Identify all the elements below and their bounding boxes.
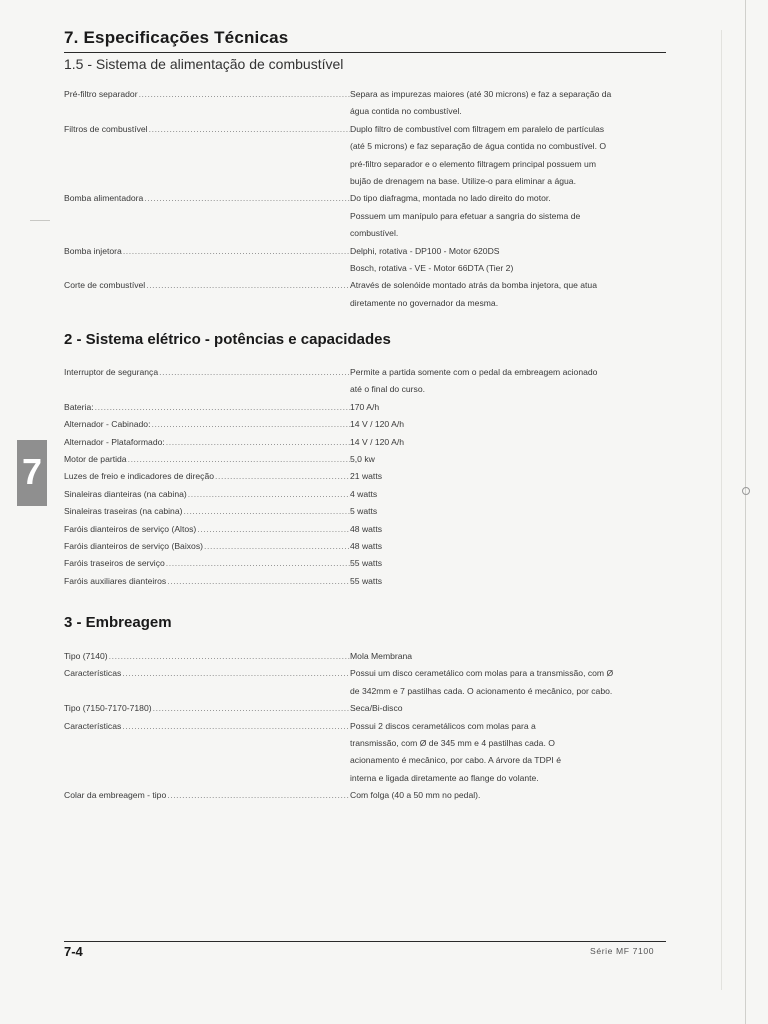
- scan-mark: [30, 220, 50, 221]
- dot-leader: [144, 190, 350, 242]
- spec-term: Bateria:: [64, 401, 94, 412]
- page-edge-shadow: [721, 30, 722, 990]
- spec-value-line: (até 5 microns) e faz separação de água contida no combustível. O: [350, 141, 607, 152]
- spec-value: [350, 243, 668, 278]
- spec-value: [350, 399, 668, 416]
- spec-value: [350, 451, 668, 468]
- spec-term: Sinaleiras dianteiras (na cabina): [64, 488, 187, 499]
- spec-term-cell: [64, 451, 350, 468]
- spec-value-line: 55 watts: [350, 575, 383, 586]
- spec-term: Sinaleiras traseiras (na cabina): [64, 506, 183, 517]
- spec-value: [350, 555, 668, 572]
- spec-term-cell: [64, 416, 350, 433]
- spec-value-line: Do tipo diafragma, montada no lado direito do motor.: [350, 193, 551, 204]
- spec-value-line: Seca/Bi-disco: [350, 703, 403, 714]
- spec-row: [64, 243, 668, 278]
- spec-value-line: Possui 2 discos cerametálicos com molas para a: [350, 720, 536, 731]
- spec-value-line: transmissão, com Ø de 345 mm e 4 pastilhas cada. O: [350, 738, 555, 749]
- spec-value: [350, 86, 668, 121]
- spec-value-line: 5 watts: [350, 506, 378, 517]
- chapter-tab: [17, 440, 47, 506]
- spec-term-cell: [64, 277, 350, 312]
- dot-leader: [95, 399, 350, 416]
- spec-value: [350, 364, 668, 399]
- spec-row: [64, 787, 668, 804]
- spec-row: [64, 468, 668, 485]
- spec-value-line: 14 V / 120 A/h: [350, 436, 404, 447]
- dot-leader: [167, 573, 350, 590]
- dot-leader: [197, 521, 350, 538]
- spec-row: [64, 573, 668, 590]
- spec-value-line: 55 watts: [350, 558, 383, 569]
- spec-term-cell: [64, 573, 350, 590]
- binder-hole-icon: [742, 487, 750, 495]
- spec-term-cell: [64, 665, 350, 700]
- spec-value-line: combustível.: [350, 228, 399, 239]
- spec-term-cell: [64, 521, 350, 538]
- spec-value-line: Mola Membrana: [350, 651, 413, 661]
- spec-term: Faróis dianteiros de serviço (Baixos): [64, 541, 203, 552]
- dot-leader: [123, 243, 350, 278]
- dot-leader: [153, 700, 350, 717]
- spec-term: Interruptor de segurança: [64, 367, 159, 377]
- electrical-section-heading: 2 - Sistema elétrico - potências e capacidades: [64, 331, 391, 348]
- spec-value: [350, 573, 668, 590]
- spec-row: [64, 486, 668, 503]
- spec-term-cell: [64, 503, 350, 520]
- spec-term: Tipo (7150-7170-7180): [64, 703, 152, 714]
- spec-row: [64, 434, 668, 451]
- spec-term: Motor de partida: [64, 454, 127, 465]
- spec-value-line: Possuem um manípulo para efetuar a sangria do sistema de: [350, 210, 581, 221]
- spec-term: Bomba injetora: [64, 245, 122, 256]
- dot-leader: [149, 121, 350, 191]
- spec-value: [350, 468, 668, 485]
- spec-value-line: 48 watts: [350, 541, 383, 552]
- spec-term: Características: [64, 668, 122, 679]
- dot-leader: [109, 648, 350, 665]
- dot-leader: [151, 416, 350, 433]
- spec-row: [64, 121, 668, 191]
- spec-row: [64, 503, 668, 520]
- spec-term: Alternador - Cabinado:: [64, 419, 151, 430]
- clutch-spec-list: [64, 648, 668, 805]
- chapter-tab-number: 7: [21, 451, 43, 492]
- spec-value-line: 4 watts: [350, 488, 378, 499]
- dot-leader: [146, 277, 350, 312]
- spec-value-line: Delphi, rotativa - DP100 - Motor 620DS: [350, 245, 500, 256]
- spec-value: [350, 665, 668, 700]
- spec-row: [64, 521, 668, 538]
- section-subtitle: 1.5 - Sistema de alimentação de combustível: [64, 56, 344, 72]
- spec-value-line: Duplo filtro de combustível com filtragem em paralelo de partículas: [350, 123, 605, 134]
- spec-value: [350, 538, 668, 555]
- dot-leader: [166, 555, 350, 572]
- dot-leader: [159, 364, 350, 399]
- spec-term: Faróis traseiros de serviço: [64, 558, 165, 569]
- spec-term: Faróis dianteiros de serviço (Altos): [64, 523, 197, 534]
- spec-term-cell: [64, 243, 350, 278]
- spec-term: Características: [64, 720, 122, 731]
- spec-term-cell: [64, 190, 350, 242]
- spec-term-cell: [64, 121, 350, 191]
- spec-value: [350, 648, 668, 665]
- spec-term-cell: [64, 434, 350, 451]
- spec-term-cell: [64, 468, 350, 485]
- dot-leader: [128, 451, 350, 468]
- spec-term-cell: [64, 555, 350, 572]
- spec-value: [350, 416, 668, 433]
- spec-value-line: 5,0 kw: [350, 454, 375, 465]
- spec-term: Corte de combustível: [64, 280, 146, 291]
- spec-value-line: 21 watts: [350, 471, 383, 482]
- spec-row: [64, 190, 668, 242]
- spec-value: [350, 190, 668, 242]
- spec-term: Luzes de freio e indicadores de direção: [64, 471, 215, 482]
- spec-row: [64, 277, 668, 312]
- spec-term-cell: [64, 364, 350, 399]
- page-number: 7-4: [64, 944, 83, 959]
- spec-value: [350, 277, 668, 312]
- spec-value-line: interna e ligada diretamente ao flange do volante.: [350, 772, 539, 783]
- spec-value-line: de 342mm e 7 pastilhas cada. O acionamento é mecânico, por cabo.: [350, 685, 613, 696]
- spec-term-cell: [64, 538, 350, 555]
- spec-row: [64, 665, 668, 700]
- spec-value-line: 170 A/h: [350, 401, 380, 412]
- spec-row: [64, 555, 668, 572]
- spec-term-cell: [64, 399, 350, 416]
- spec-value: [350, 700, 668, 717]
- spec-term-cell: [64, 486, 350, 503]
- dot-leader: [204, 538, 350, 555]
- page-edge: [745, 0, 746, 1024]
- title-rule: [64, 52, 666, 53]
- spec-term: Filtros de combustível: [64, 123, 148, 134]
- spec-value: [350, 434, 668, 451]
- spec-value-line: pré-filtro separador e o elemento filtragem principal possuem um: [350, 158, 596, 169]
- spec-row: [64, 538, 668, 555]
- spec-value-line: bujão de drenagem na base. Utilize-o para eliminar a água.: [350, 176, 576, 187]
- spec-value-line: Permite a partida somente com o pedal da embreagem acionado: [350, 367, 598, 377]
- spec-value: [350, 503, 668, 520]
- spec-value-line: Bosch, rotativa - VE - Motor 66DTA (Tier 2): [350, 263, 514, 274]
- fuel-system-spec-list: [64, 86, 668, 312]
- spec-row: [64, 86, 668, 121]
- spec-term: Bomba alimentadora: [64, 193, 144, 204]
- spec-value-line: 14 V / 120 A/h: [350, 419, 404, 430]
- spec-row: [64, 399, 668, 416]
- dot-leader: [122, 665, 350, 700]
- spec-term: Pré-filtro separador: [64, 89, 138, 99]
- spec-term-cell: [64, 86, 350, 121]
- spec-row: [64, 416, 668, 433]
- spec-term: Colar da embreagem - tipo: [64, 790, 167, 801]
- spec-term-cell: [64, 700, 350, 717]
- spec-row: [64, 718, 668, 788]
- spec-row: [64, 648, 668, 665]
- dot-leader: [167, 787, 350, 804]
- spec-term: Tipo (7140): [64, 651, 108, 661]
- spec-term: Faróis auxiliares dianteiros: [64, 575, 167, 586]
- spec-row: [64, 700, 668, 717]
- spec-term-cell: [64, 648, 350, 665]
- spec-value-line: Possui um disco cerametálico com molas para a transmissão, com Ø: [350, 668, 614, 679]
- footer-rule: [64, 941, 666, 942]
- spec-row: [64, 451, 668, 468]
- spec-value-line: Através de solenóide montado atrás da bomba injetora, que atua: [350, 280, 597, 291]
- spec-value-line: diretamente no governador da mesma.: [350, 297, 499, 308]
- spec-value: [350, 521, 668, 538]
- clutch-section-heading: 3 - Embreagem: [64, 614, 172, 631]
- page-title: 7. Especificações Técnicas: [64, 28, 289, 47]
- spec-value: [350, 718, 668, 788]
- dot-leader: [166, 434, 350, 451]
- spec-row: [64, 364, 668, 399]
- spec-term-cell: [64, 787, 350, 804]
- spec-term-cell: [64, 718, 350, 788]
- spec-value-line: água contida no combustível.: [350, 106, 462, 117]
- spec-value-line: Separa as impurezas maiores (até 30 microns) e faz a separação da: [350, 89, 612, 99]
- dot-leader: [183, 503, 350, 520]
- dot-leader: [215, 468, 350, 485]
- spec-value: [350, 121, 668, 191]
- spec-value-line: acionamento é mecânico, por cabo. A árvore da TDPI é: [350, 755, 561, 766]
- dot-leader: [188, 486, 350, 503]
- electrical-spec-list: [64, 364, 668, 590]
- spec-value: [350, 486, 668, 503]
- spec-value-line: Com folga (40 a 50 mm no pedal).: [350, 790, 481, 801]
- dot-leader: [122, 718, 350, 788]
- dot-leader: [139, 86, 350, 121]
- spec-value: [350, 787, 668, 804]
- spec-term: Alternador - Plataformado:: [64, 436, 165, 447]
- series-label: Série MF 7100: [590, 946, 655, 956]
- spec-value-line: até o final do curso.: [350, 384, 426, 395]
- spec-value-line: 48 watts: [350, 523, 383, 534]
